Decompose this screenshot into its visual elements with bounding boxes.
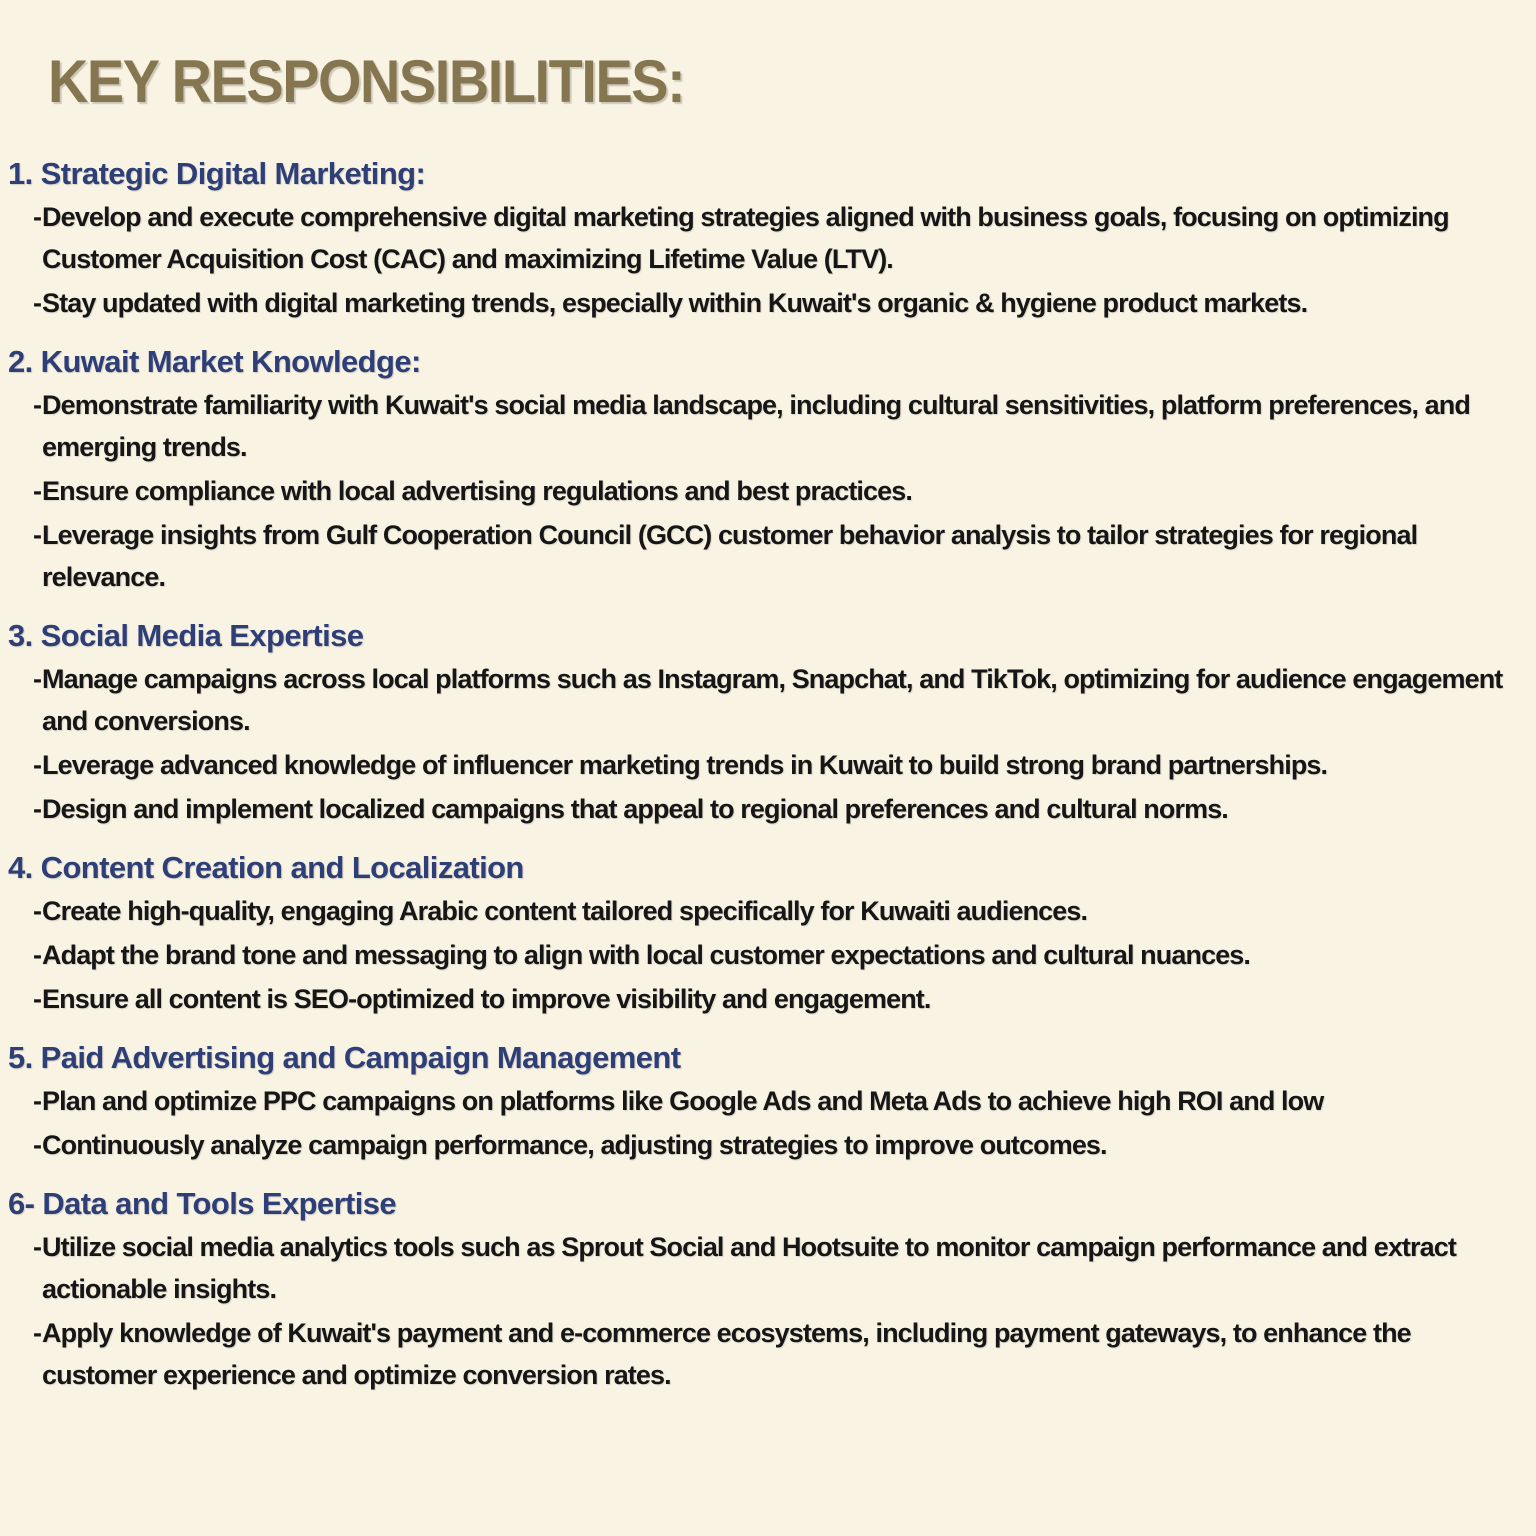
bullet-list xyxy=(8,1080,1522,1166)
section-data-tools-expertise xyxy=(8,1184,1522,1396)
bullet-dash: - xyxy=(33,520,42,550)
section-heading: 1. Strategic Digital Marketing: xyxy=(8,156,426,191)
bullet-dash: - xyxy=(33,750,42,780)
section-heading: 3. Social Media Expertise xyxy=(8,618,364,653)
section-heading: 6- Data and Tools Expertise xyxy=(8,1186,397,1221)
bullet-dash: - xyxy=(33,390,42,420)
bullet-dash: - xyxy=(33,288,42,318)
bullet-dash: - xyxy=(33,984,42,1014)
section-heading: 2. Kuwait Market Knowledge: xyxy=(8,344,421,379)
bullet-dash: - xyxy=(33,202,42,232)
bullet-dash: - xyxy=(33,896,42,926)
bullet-item xyxy=(8,470,1522,512)
bullet-text: Design and implement localized campaigns that appeal to regional preferences and cultural norms. xyxy=(42,794,1228,824)
section-strategic-digital-marketing xyxy=(8,154,1522,324)
bullet-item xyxy=(8,1226,1522,1310)
bullet-list xyxy=(8,384,1522,598)
bullet-item xyxy=(8,1124,1522,1166)
bullet-text: Ensure compliance with local advertising regulations and best practices. xyxy=(42,476,912,506)
bullet-text: Manage campaigns across local platforms such as Instagram, Snapchat, and TikTok, optimizing for audience engagement and conversions. xyxy=(42,664,1503,736)
section-content-creation-localization xyxy=(8,848,1522,1020)
page-title: KEY RESPONSIBILITIES: xyxy=(48,48,685,115)
section-heading: 5. Paid Advertising and Campaign Management xyxy=(8,1040,681,1075)
bullet-dash: - xyxy=(33,1086,42,1116)
bullet-item xyxy=(8,788,1522,830)
bullet-text: Leverage insights from Gulf Cooperation Council (GCC) customer behavior analysis to tailor strategies for regional relevance. xyxy=(42,520,1418,592)
bullet-text: Utilize social media analytics tools such as Sprout Social and Hootsuite to monitor campaign performance and extract actionable insights. xyxy=(42,1232,1456,1304)
bullet-dash: - xyxy=(33,476,42,506)
bullet-item xyxy=(8,514,1522,598)
bullet-item xyxy=(8,196,1522,280)
bullet-text: Stay updated with digital marketing trends, especially within Kuwait's organic & hygiene product markets. xyxy=(42,288,1308,318)
bullet-list xyxy=(8,890,1522,1020)
bullet-dash: - xyxy=(33,794,42,824)
bullet-item xyxy=(8,890,1522,932)
section-social-media-expertise xyxy=(8,616,1522,830)
bullet-item xyxy=(8,934,1522,976)
bullet-item xyxy=(8,1312,1522,1396)
sections-list xyxy=(8,154,1522,1396)
bullet-list xyxy=(8,196,1522,324)
bullet-text: Ensure all content is SEO-optimized to improve visibility and engagement. xyxy=(42,984,931,1014)
bullet-item xyxy=(8,658,1522,742)
bullet-text: Apply knowledge of Kuwait's payment and e-commerce ecosystems, including payment gateways, to enhance the customer experience and optimize conversion rates. xyxy=(42,1318,1411,1390)
bullet-item xyxy=(8,978,1522,1020)
bullet-list xyxy=(8,658,1522,830)
bullet-dash: - xyxy=(33,664,42,694)
bullet-text: Plan and optimize PPC campaigns on platforms like Google Ads and Meta Ads to achieve high ROI and low xyxy=(42,1086,1324,1116)
bullet-text: Develop and execute comprehensive digital marketing strategies aligned with business goals, focusing on optimizing Customer Acquisition Cost (CAC) and maximizing Lifetime Value (LTV). xyxy=(42,202,1449,274)
bullet-text: Create high-quality, engaging Arabic content tailored specifically for Kuwaiti audiences. xyxy=(42,896,1088,926)
bullet-item xyxy=(8,384,1522,468)
section-heading: 4. Content Creation and Localization xyxy=(8,850,524,885)
bullet-text: Adapt the brand tone and messaging to align with local customer expectations and cultural nuances. xyxy=(42,940,1251,970)
bullet-text: Leverage advanced knowledge of influencer marketing trends in Kuwait to build strong brand partnerships. xyxy=(42,750,1328,780)
section-paid-advertising xyxy=(8,1038,1522,1166)
bullet-item xyxy=(8,282,1522,324)
bullet-list xyxy=(8,1226,1522,1396)
bullet-item xyxy=(8,1080,1522,1122)
bullet-dash: - xyxy=(33,1318,42,1348)
bullet-dash: - xyxy=(33,1130,42,1160)
section-kuwait-market-knowledge xyxy=(8,342,1522,598)
bullet-dash: - xyxy=(33,1232,42,1262)
bullet-text: Continuously analyze campaign performance, adjusting strategies to improve outcomes. xyxy=(42,1130,1107,1160)
bullet-dash: - xyxy=(33,940,42,970)
bullet-item xyxy=(8,744,1522,786)
bullet-text: Demonstrate familiarity with Kuwait's social media landscape, including cultural sensitivities, platform preferences, and emerging trends. xyxy=(42,390,1470,462)
